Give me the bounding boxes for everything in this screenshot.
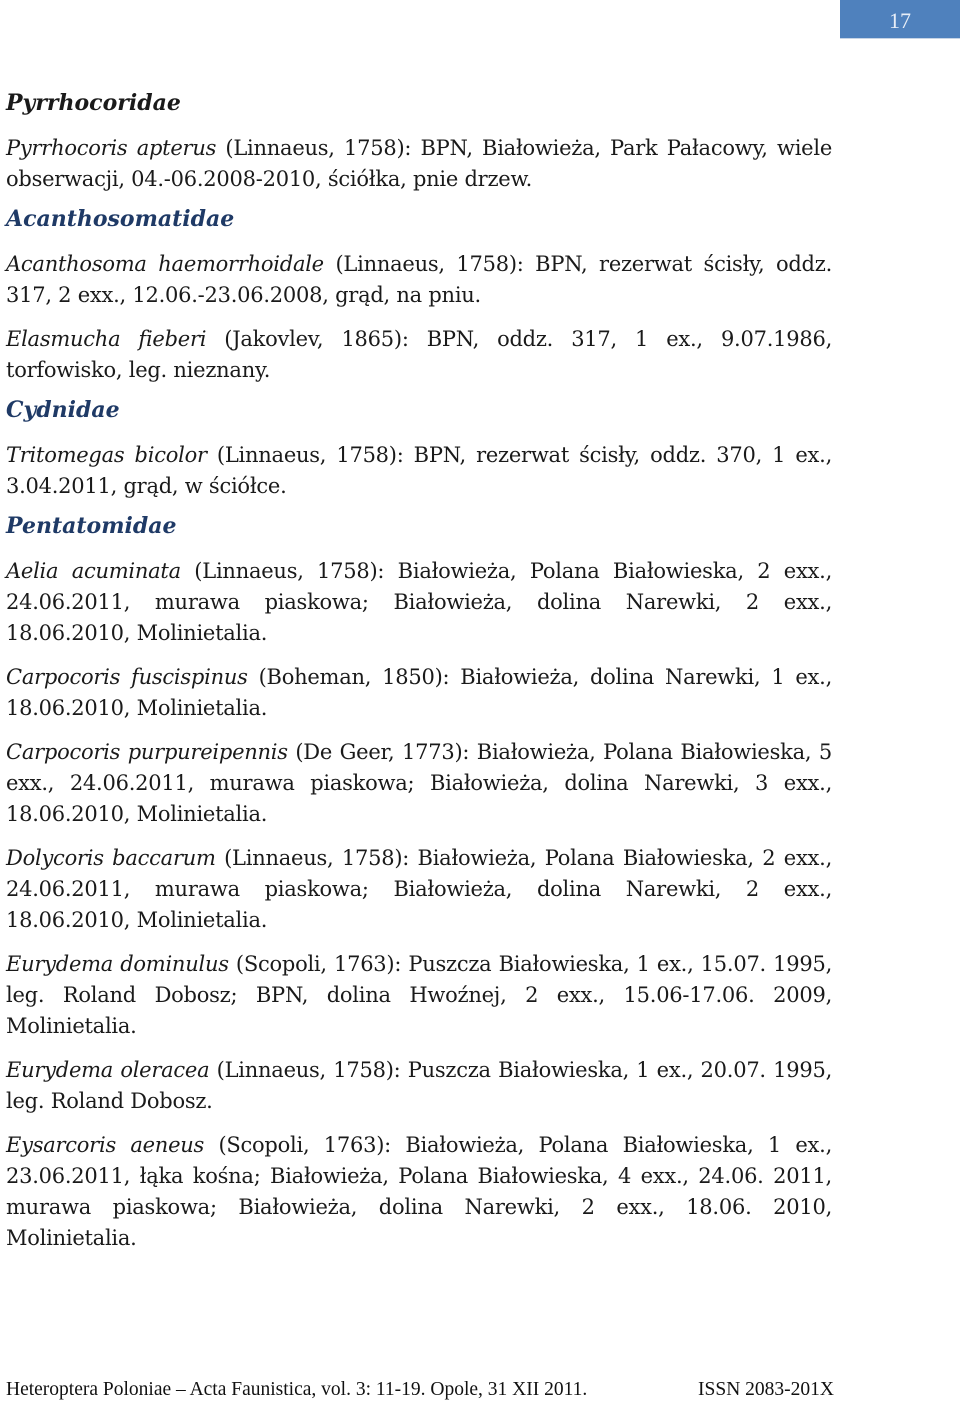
- species-entry: [6, 1130, 832, 1254]
- species-name: Aelia acuminata: [6, 559, 181, 583]
- species-record: (Linnaeus, 1758): BPN, rezerwat ścisły, oddz. 370, 1 ex., 3.04.2011, grąd, w ściółce.: [6, 443, 832, 498]
- species-name: Carpocoris fuscispinus: [6, 665, 248, 689]
- page-footer: [6, 1378, 834, 1402]
- species-record: (Scopoli, 1763): Białowieża, Polana Białowieska, 1 ex., 23.06.2011, łąka kośna; Białowieża, Polana Białowieska, 4 exx., 24.06. 2011, murawa piaskowa; Białowieża, dolina Narewki, 2 exx., 18.06. 2010, Molinietalia.: [6, 1133, 832, 1250]
- species-record: (Linnaeus, 1758): Puszcza Białowieska, 1 ex., 20.07. 1995, leg. Roland Dobosz.: [6, 1058, 832, 1113]
- article-body: [6, 88, 832, 1267]
- species-name: Eurydema dominulus: [6, 952, 229, 976]
- species-entry: [6, 324, 832, 386]
- species-record: (Linnaeus, 1758): BPN, rezerwat ścisły, oddz. 317, 2 exx., 12.06.-23.06.2008, grąd, na pniu.: [6, 252, 832, 307]
- species-record: (De Geer, 1773): Białowieża, Polana Białowieska, 5 exx., 24.06.2011, murawa piaskowa; Białowieża, dolina Narewki, 3 exx., 18.06.2010, Molinietalia.: [6, 740, 832, 826]
- species-record: (Scopoli, 1763): Puszcza Białowieska, 1 ex., 15.07. 1995, leg. Roland Dobosz; BPN, dolina Hwoźnej, 2 exx., 15.06-17.06. 2009, Molinietalia.: [6, 952, 832, 1038]
- species-record: (Boheman, 1850): Białowieża, dolina Narewki, 1 ex., 18.06.2010, Molinietalia.: [6, 665, 833, 720]
- family-heading: Pentatomidae: [6, 513, 177, 539]
- species-entry: [6, 133, 832, 195]
- species-entry: [6, 737, 832, 830]
- species-name: Elasmucha fieberi: [6, 327, 207, 351]
- species-name: Eurydema oleracea: [6, 1058, 210, 1082]
- species-entry: [6, 662, 832, 724]
- species-entry: [6, 949, 832, 1042]
- family-heading: Pyrrhocoridae: [6, 90, 181, 116]
- page-number-badge: 17: [840, 0, 960, 39]
- species-record: (Linnaeus, 1758): Białowieża, Polana Białowieska, 2 exx., 24.06.2011, murawa piaskowa; Białowieża, dolina Narewki, 2 exx., 18.06.2010, Molinietalia.: [6, 846, 832, 932]
- species-name: Pyrrhocoris apterus: [6, 136, 217, 160]
- family-heading: Cydnidae: [6, 397, 120, 423]
- species-name: Carpocoris purpureipennis: [6, 740, 288, 764]
- species-name: Eysarcoris aeneus: [6, 1133, 205, 1157]
- species-name: Tritomegas bicolor: [6, 443, 207, 467]
- species-name: Dolycoris baccarum: [6, 846, 216, 870]
- species-name: Acanthosoma haemorrhoidale: [6, 252, 324, 276]
- species-entry: [6, 440, 832, 502]
- issn-label: ISSN 2083-201X: [698, 1379, 834, 1400]
- species-entry: [6, 556, 832, 649]
- species-entry: [6, 249, 832, 311]
- species-entry: [6, 1055, 832, 1117]
- species-record: (Linnaeus, 1758): Białowieża, Polana Białowieska, 2 exx., 24.06.2011, murawa piaskowa; Białowieża, dolina Narewki, 2 exx., 18.06.2010, Molinietalia.: [6, 559, 833, 645]
- species-record: (Linnaeus, 1758): BPN, Białowieża, Park Pałacowy, wiele obserwacji, 04.-06.2008-2010, ściółka, pnie drzew.: [6, 136, 832, 191]
- family-heading: Acanthosomatidae: [6, 206, 235, 232]
- species-entry: [6, 843, 832, 936]
- journal-citation: Heteroptera Poloniae – Acta Faunistica, vol. 3: 11-19. Opole, 31 XII 2011.: [6, 1379, 588, 1400]
- species-record: (Jakovlev, 1865): BPN, oddz. 317, 1 ex., 9.07.1986, torfowisko, leg. nieznany.: [6, 327, 832, 382]
